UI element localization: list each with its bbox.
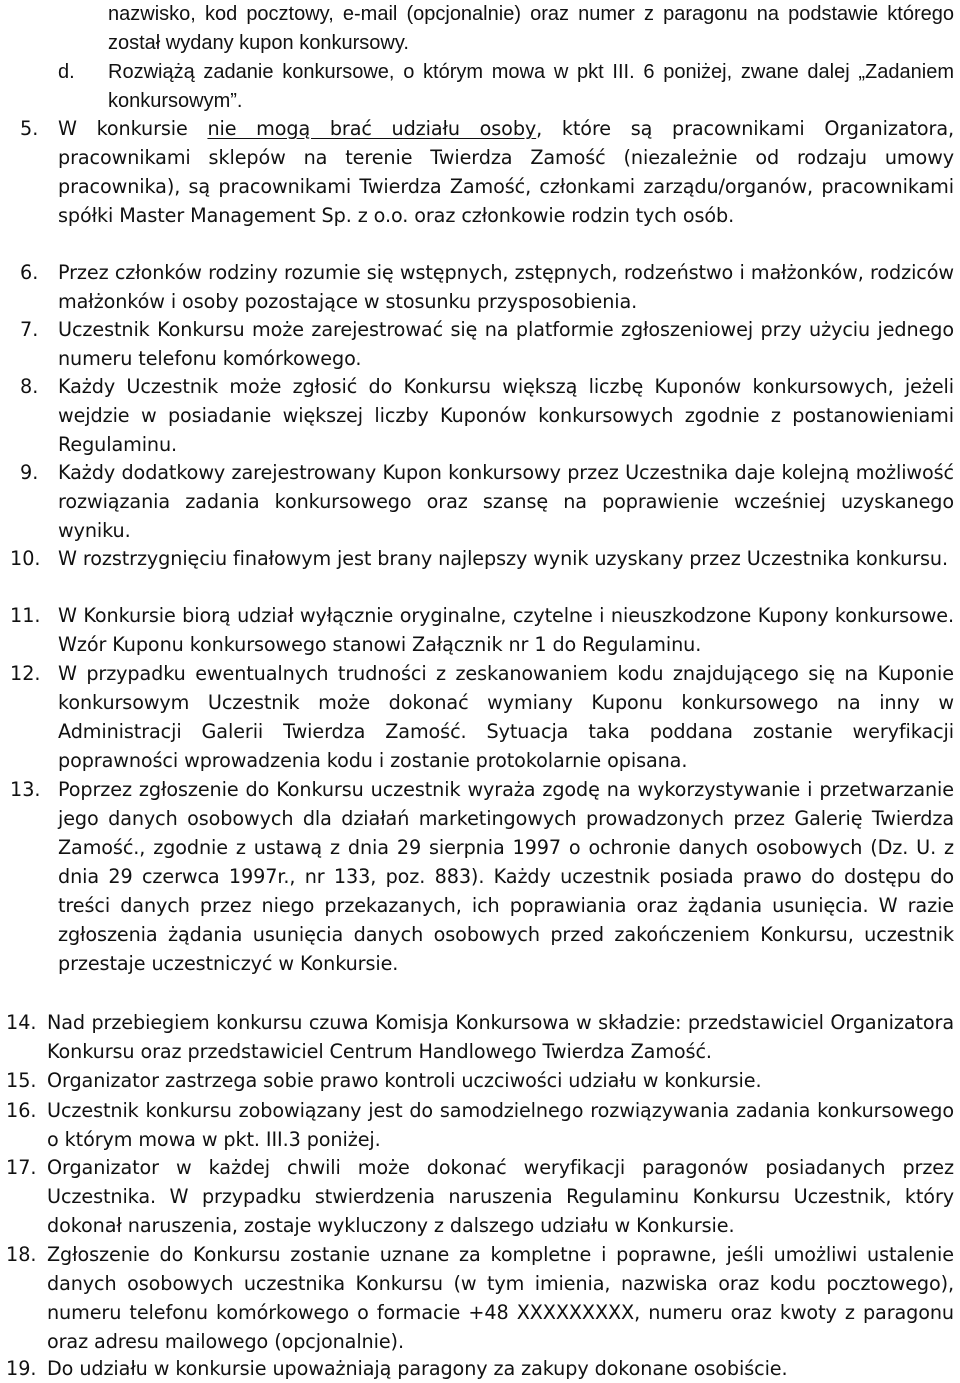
item-text: Każdy Uczestnik może zgłosić do Konkursu większą liczbę Kuponów konkursowych, jeżeli wejdzie w posiadanie większej liczby Kuponów konkursowych zgodnie z postanowieniami Regulaminu. (58, 375, 954, 456)
item-number: 11. (10, 604, 41, 627)
list-item-d (108, 58, 954, 116)
item-text: Nad przebiegiem konkursu czuwa Komisja Konkursowa w składzie: przedstawiciel Organizatora Konkursu oraz przedstawiciel Centrum Handlowego Twierdza Zamość. (47, 1011, 954, 1063)
item-text: Przez członków rodziny rozumie się wstępnych, zstępnych, rodzeństwo i małżonków, rodziców małżonków i osoby pozostające w stosunku przysposobienia. (58, 261, 954, 313)
list-item-8 (58, 372, 954, 459)
item-text: W przypadku ewentualnych trudności z zeskanowaniem kodu znajdującego się na Kuponie konkursowym Uczestnik może dokonać wymiany Kuponu konkursowego na inny w Administracji Galerii Twierdza Zamość. Sytuacja taka poddana zostanie weryfikacji poprawności wprowadzenia kodu i zostanie protokolarnie opisana. (58, 662, 954, 772)
item-text: Rozwiążą zadanie konkursowe, o którym mowa w pkt III. 6 poniżej, zwane dalej „Zadaniem konkursowym”. (108, 61, 954, 112)
list-item-13 (58, 775, 954, 978)
item-text: Uczestnik Konkursu może zarejestrować się na platformie zgłoszeniowej przy użyciu jednego numeru telefonu komórkowego. (58, 318, 954, 370)
item-number: 14. (6, 1011, 37, 1034)
item-text: Organizator zastrzega sobie prawo kontroli uczciwości udziału w konkursie. (47, 1069, 762, 1092)
item-text: Do udziału w konkursie upoważniają paragony za zakupy dokonane osobiście. (47, 1357, 788, 1380)
list-item-10 (58, 544, 954, 573)
item-number: 8. (20, 375, 39, 398)
item-number: 16. (6, 1099, 37, 1122)
list-item-11 (58, 601, 954, 659)
item-number: 12. (10, 662, 41, 685)
list-item-7 (58, 315, 954, 373)
list-item-14 (47, 1008, 954, 1066)
item-number: 15. (6, 1069, 37, 1092)
item-number: 18. (6, 1243, 37, 1266)
item-text-b: , które są pracownikami Organizatora, pracownikami sklepów na terenie Twierdza Zamość (niezależnie od rodzaju umowy pracownika), są pracownikami Twierdza Zamość, członkami zarządu/organów, pracownikami spółki Master Management Sp. z o.o. oraz członkowie rodzin tych osób. (58, 117, 954, 227)
item-number: 6. (20, 261, 39, 284)
list-item-continuation (108, 0, 954, 58)
item-number: 7. (20, 318, 39, 341)
item-number: 17. (6, 1156, 37, 1179)
item-number: 10. (10, 547, 41, 570)
item-text-a: W konkursie (58, 117, 208, 140)
item-text: Uczestnik konkursu zobowiązany jest do samodzielnego rozwiązywania zadania konkursowego o którym mowa w pkt. III.3 poniżej. (47, 1099, 954, 1151)
list-item-15 (47, 1066, 954, 1095)
item-number: d. (58, 61, 75, 83)
item-text-underlined: nie mogą brać udziału osoby (207, 117, 537, 140)
item-number: 5. (20, 117, 39, 140)
list-item-19 (47, 1354, 954, 1383)
item-number: 19. (6, 1357, 37, 1380)
list-item-12 (58, 659, 954, 775)
item-number: 13. (10, 778, 41, 801)
item-text: nazwisko, kod pocztowy, e-mail (opcjonalnie) oraz numer z paragonu na podstawie którego został wydany kupon konkursowy. (108, 3, 954, 54)
list-item-5 (58, 114, 954, 230)
list-item-9 (58, 458, 954, 545)
item-text: Poprzez zgłoszenie do Konkursu uczestnik wyraża zgodę na wykorzystywanie i przetwarzanie jego danych osobowych dla działań marketingowych prowadzonych przez Galerię Twierdza Zamość., zgodnie z ustawą z dnia 29 sierpnia 1997 o ochronie danych osobowych (Dz. U. z dnia 29 czerwca 1997r., nr 133, poz. 883). Każdy uczestnik posiada prawo do dostępu do treści danych przez niego przekazanych, ich poprawiania oraz żądania usunięcia. W razie zgłoszenia żądania usunięcia danych osobowych przed zakończeniem Konkursu, uczestnik przestaje uczestniczyć w Konkursie. (58, 778, 954, 975)
item-text: W Konkursie biorą udział wyłącznie oryginalne, czytelne i nieuszkodzone Kupony konkursowe. Wzór Kuponu konkursowego stanowi Załącznik nr 1 do Regulaminu. (58, 604, 954, 656)
list-item-16 (47, 1096, 954, 1154)
item-number: 9. (20, 461, 39, 484)
list-item-17 (47, 1153, 954, 1240)
item-text: Zgłoszenie do Konkursu zostanie uznane za kompletne i poprawne, jeśli umożliwi ustalenie danych osobowych uczestnika Konkursu (w tym imienia, nazwiska oraz kodu pocztowego), numeru telefonu komórkowego o formacie +48 XXXXXXXXX, numeru oraz kwoty z paragonu oraz adresu mailowego (opcjonalnie). (47, 1243, 954, 1353)
list-item-18 (47, 1240, 954, 1356)
list-item-6 (58, 258, 954, 316)
item-text: W rozstrzygnięciu finałowym jest brany najlepszy wynik uzyskany przez Uczestnika konkursu. (58, 547, 948, 570)
item-text: Każdy dodatkowy zarejestrowany Kupon konkursowy przez Uczestnika daje kolejną możliwość rozwiązania zadania konkursowego oraz szansę na poprawienie wcześniej uzyskanego wyniku. (58, 461, 954, 542)
item-text: Organizator w każdej chwili może dokonać weryfikacji paragonów posiadanych przez Uczestnika. W przypadku stwierdzenia naruszenia Regulaminu Konkursu Uczestnik, który dokonał naruszenia, zostaje wykluczony z dalszego udziału w Konkursie. (47, 1156, 954, 1237)
